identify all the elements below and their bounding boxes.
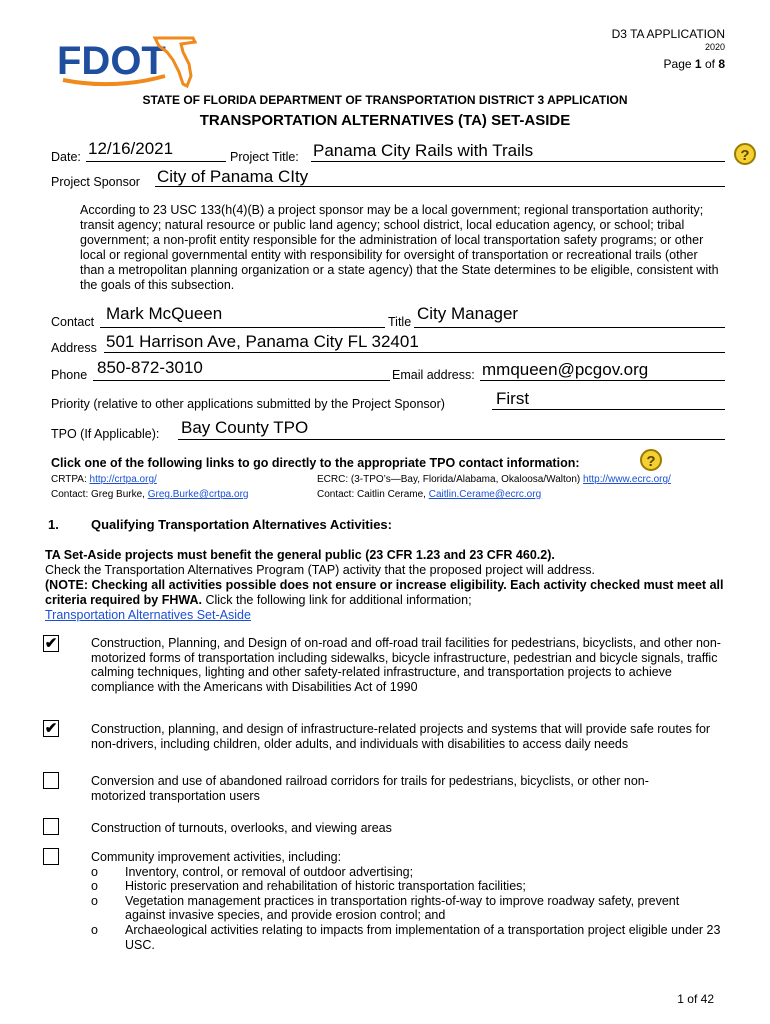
doc-title-line1: STATE OF FLORIDA DEPARTMENT OF TRANSPORTATION DISTRICT 3 APPLICATION: [142, 93, 628, 107]
intro-line2: Check the Transportation Alternatives Program (TAP) activity that the proposed project will address.: [45, 563, 596, 577]
project-title-label: Project Title:: [230, 150, 299, 164]
app-year: 2020: [704, 42, 725, 52]
activity-text-2: Construction, planning, and design of infrastructure-related projects and systems that will provide safe routes for non-drivers, including children, older adults, and individuals with disabilities to access daily needs: [91, 722, 711, 751]
doc-title-line2: TRANSPORTATION ALTERNATIVES (TA) SET-ASIDE: [199, 112, 571, 129]
priority-underline: [492, 409, 725, 410]
tpo-links-heading: Click one of the following links to go directly to the appropriate TPO contact information:: [51, 456, 580, 470]
intro-bold: TA Set-Aside projects must benefit the general public (23 CFR 1.23 and 23 CFR 460.2).: [45, 548, 555, 562]
priority-field[interactable]: First: [496, 389, 530, 408]
contact-field[interactable]: Mark McQueen: [106, 304, 223, 323]
section-number: 1.: [48, 517, 59, 532]
priority-label: Priority (relative to other applications submitted by the Project Sponsor): [51, 397, 445, 411]
tpo-underline: [178, 439, 725, 440]
email-underline: [480, 380, 725, 381]
date-field[interactable]: 12/16/2021: [88, 139, 174, 158]
tpo-field[interactable]: Bay County TPO: [181, 418, 309, 437]
activity-checkbox-3[interactable]: [43, 772, 59, 789]
ecrc-line: ECRC: (3-TPO’s—Bay, Florida/Alabama, Okaloosa/Walton) http://www.ecrc.org/: [317, 474, 671, 485]
phone-label: Phone: [51, 368, 88, 382]
crtpa-link[interactable]: http://crtpa.org/: [89, 474, 157, 485]
activity-text-4: Construction of turnouts, overlooks, and viewing areas: [91, 821, 392, 835]
section-intro: [45, 548, 735, 623]
ecrc-link[interactable]: http://www.ecrc.org/: [583, 474, 671, 485]
ta-setaside-link[interactable]: Transportation Alternatives Set-Aside: [45, 608, 251, 622]
logo-text: FDOT: [57, 39, 166, 83]
phone-field[interactable]: 850-872-3010: [97, 358, 203, 377]
address-field[interactable]: 501 Harrison Ave, Panama City FL 32401: [106, 332, 419, 351]
activity-checkbox-1[interactable]: ✔: [44, 635, 58, 652]
ecrc-contact-line: Contact: Caitlin Cerame, Caitlin.Cerame@ecrc.org: [317, 489, 542, 500]
title-underline: [414, 327, 725, 328]
help-icon[interactable]: ?: [734, 143, 756, 165]
phone-underline: [93, 380, 390, 381]
page-indicator: Page 1 of 8: [663, 57, 725, 71]
project-title-underline: [311, 161, 725, 162]
sponsor-label: Project Sponsor: [51, 175, 140, 189]
email-field[interactable]: mmqueen@pcgov.org: [482, 360, 649, 379]
activity-checkbox-5[interactable]: [43, 848, 59, 865]
eligibility-text: According to 23 USC 133(h(4)(B) a project sponsor may be a local government; regional transportation authority; transit agency; natural resource or public land agency; school district, local education agency, or school; tribal government; a non-profit entity responsible for the administration of local transportation safety programs; or other local or regional governmental entity with responsibility for oversight of transportation or recreational trails (other than a metropolitan planning organization or a state agency) that the State determines to be eligible, consistent with the goals of this subsection.: [80, 203, 719, 292]
crtpa-contact-line: Contact: Greg Burke, Greg.Burke@crtpa.org: [51, 489, 249, 500]
section-heading: Qualifying Transportation Alternatives Activities:: [91, 517, 392, 532]
email-label: Email address:: [392, 368, 475, 382]
activity-text-1: Construction, Planning, and Design of on-road and off-road trail facilities for pedestrians, bicyclists, and other non-motorized forms of transportation including sidewalks, bicycle infrastructure, pedestrian and bicycle signals, traffic calming techniques, lighting and other safety-related infrastructure, and transportation projects to achieve compliance with the Americans with Disabilities Act of 1990: [91, 636, 721, 694]
page-count: 1 of 42: [677, 992, 714, 1006]
list-item: o Archaeological activities relating to impacts from implementation of a transportation project eligible under 23 USC.: [91, 923, 721, 952]
crtpa-line: CRTPA: http://crtpa.org/: [51, 474, 157, 485]
community-subitems: [91, 865, 721, 953]
activity-checkbox-2[interactable]: ✔: [44, 720, 58, 737]
contact-label: Contact: [51, 315, 95, 329]
activity-text-5: Community improvement activities, including: o Inventory, control, or removal of outdoor advertising; o Historic preservation and rehabilitation of historic transportation facilities; o Vegetation management practices in transportation rights-of-way to improve roadway safety, prevent against invasive species, and provide erosion control; and o Archaeological activities relating to impacts from implementation of a transportation project eligible under 23 USC.: [91, 850, 721, 952]
project-title-field[interactable]: Panama City Rails with Trails: [313, 141, 534, 160]
date-underline: [86, 161, 226, 162]
list-item: o Historic preservation and rehabilitation of historic transportation facilities;: [91, 879, 721, 894]
tpo-label: TPO (If Applicable):: [51, 427, 160, 441]
address-underline: [104, 352, 725, 353]
list-item: o Inventory, control, or removal of outdoor advertising;: [91, 865, 721, 880]
title-field[interactable]: City Manager: [417, 304, 519, 323]
sponsor-underline: [155, 186, 725, 187]
activity-text-3: Conversion and use of abandoned railroad corridors for trails for pedestrians, bicyclists, or other non-motorized transportation users: [91, 774, 649, 803]
address-label: Address: [51, 341, 97, 355]
crtpa-email-link[interactable]: Greg.Burke@crtpa.org: [147, 489, 249, 500]
contact-underline: [100, 327, 385, 328]
sponsor-field[interactable]: City of Panama CIty: [157, 167, 309, 186]
note-rest: Click the following link for additional information;: [201, 593, 472, 607]
list-item: o Vegetation management practices in transportation rights-of-way to improve roadway safety, prevent against invasive species, and provide erosion control; and: [91, 894, 721, 923]
note-bold: (NOTE: Checking all activities possible does not ensure or increase eligibility. Each activity checked must meet all criteria required by FHWA.: [45, 578, 724, 607]
app-name: D3 TA APPLICATION: [611, 27, 725, 41]
tpo-help-icon[interactable]: ?: [640, 449, 662, 471]
title-label: Title: [388, 315, 412, 329]
activity-checkbox-4[interactable]: [43, 818, 59, 835]
fdot-logo: [55, 30, 205, 92]
date-label: Date:: [51, 150, 81, 164]
ecrc-email-link[interactable]: Caitlin.Cerame@ecrc.org: [428, 489, 542, 500]
